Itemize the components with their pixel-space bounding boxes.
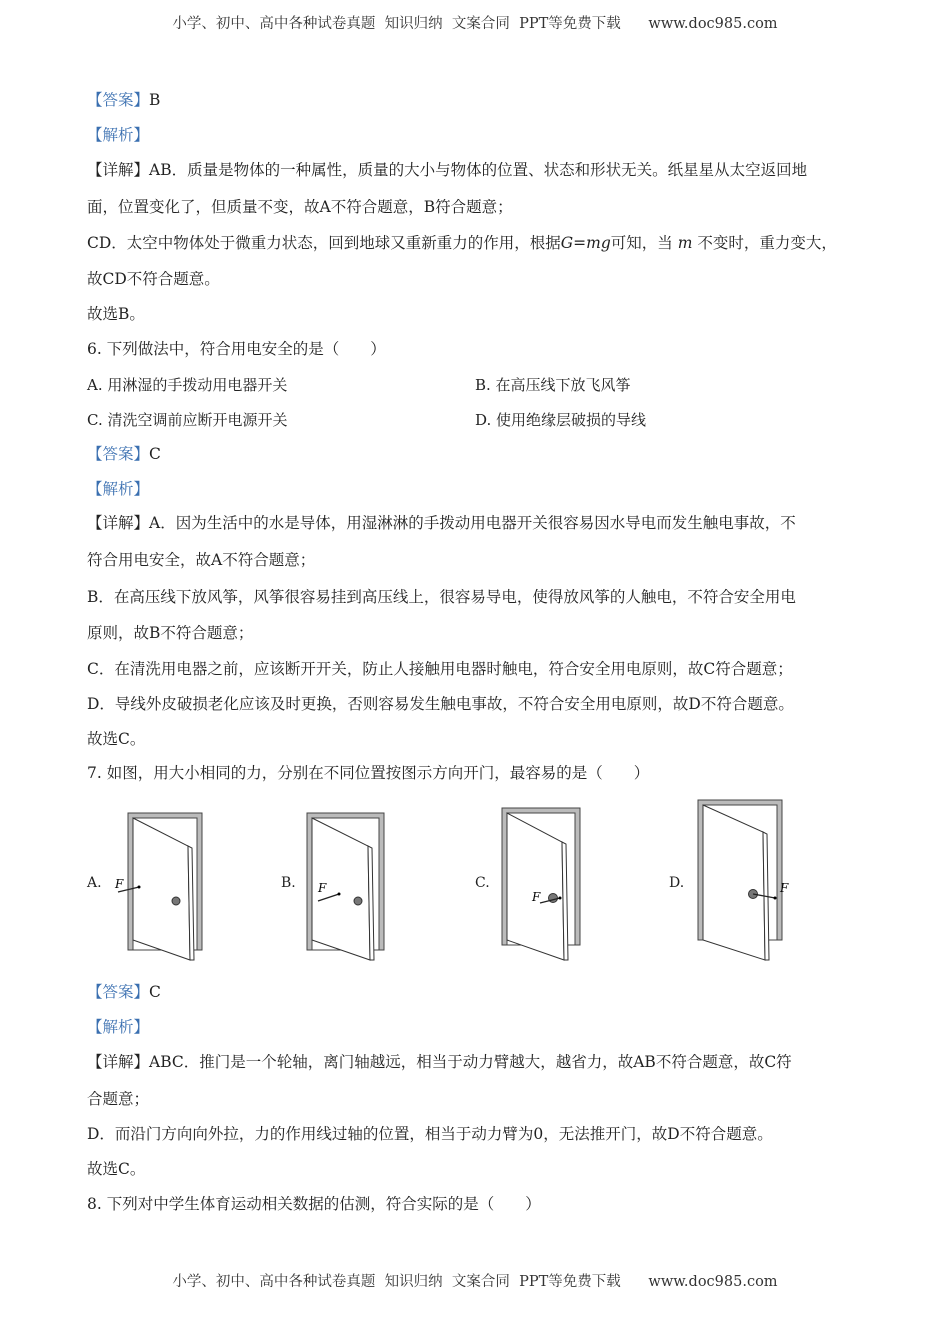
- q7-analysis-tag: 【解析】: [87, 1018, 150, 1036]
- force-label: F: [318, 881, 327, 895]
- q5-conclusion: 故选B。: [87, 305, 145, 323]
- q6-detail-3: B．在高压线下放风筝，风筝很容易挂到高压线上，很容易导电，使得放风筝的人触电，不符合安全用电: [87, 588, 796, 606]
- q6-stem: 6. 下列做法中，符合用电安全的是（ ）: [87, 340, 386, 358]
- q8-stem: 8. 下列对中学生体育运动相关数据的估测，符合实际的是（ ）: [87, 1195, 541, 1213]
- page-header: 小学、初中、高中各种试卷真题 知识归纳 文案合同 PPT等免费下载 www.doc985.com: [172, 16, 778, 32]
- q5-analysis-tag: 【解析】: [87, 126, 150, 144]
- door-label-a: A.: [87, 875, 102, 891]
- text: 不变时，重力变大，: [697, 234, 837, 252]
- q6-option-c: C. 清洗空调前应断开电源开关: [87, 411, 288, 429]
- q6-detail-1: 【详解】A．因为生活中的水是导体，用湿淋淋的手拨动用电器开关很容易因水导电而发生触电事故，不: [87, 514, 796, 532]
- answer-value: C: [149, 983, 161, 1001]
- answer-value: B: [149, 91, 161, 109]
- formula: G=mg: [560, 234, 611, 252]
- force-label: F: [532, 890, 541, 904]
- q7-stem: 7. 如图，用大小相同的力，分别在不同位置按图示方向开门，最容易的是（ ）: [87, 764, 650, 782]
- door-figure-c: [490, 798, 590, 968]
- answer-tag: 【答案】: [87, 445, 150, 463]
- q6-detail-6: D．导线外皮破损老化应该及时更换，否则容易发生触电事故，不符合安全用电原则，故D不符合题意。: [87, 695, 794, 713]
- door-figure-a: [110, 798, 210, 968]
- force-label: F: [115, 877, 124, 891]
- door-figure-d: [690, 798, 800, 968]
- page-footer: 小学、初中、高中各种试卷真题 知识归纳 文案合同 PPT等免费下载 www.doc985.com: [172, 1274, 778, 1290]
- q5-detail-cd2: 故CD不符合题意。: [87, 270, 220, 288]
- answer-tag: 【答案】: [87, 91, 150, 109]
- q6-detail-2: 符合用电安全，故A不符合题意；: [87, 551, 316, 569]
- q6-option-b: B. 在高压线下放飞风筝: [475, 376, 631, 394]
- force-label: F: [780, 881, 789, 895]
- door-label-d: D.: [669, 875, 685, 891]
- door-label-b: B.: [281, 875, 296, 891]
- text: CD．太空中物体处于微重力状态，回到地球又重新重力的作用，根据: [87, 234, 561, 252]
- answer-tag: 【答案】: [87, 983, 150, 1001]
- q6-answer: [87, 444, 161, 464]
- door-figure-b: [290, 798, 390, 968]
- q7-conclusion: 故选C。: [87, 1160, 146, 1178]
- q6-conclusion: 故选C。: [87, 730, 146, 748]
- q5-answer: [87, 90, 160, 110]
- answer-value: C: [149, 445, 161, 463]
- q6-option-d: D. 使用绝缘层破损的导线: [475, 411, 647, 429]
- q5-detail-cd: [87, 233, 837, 253]
- q5-detail-1: 【详解】AB．质量是物体的一种属性，质量的大小与物体的位置、状态和形状无关。纸星星从太空返回地: [87, 161, 808, 179]
- q5-detail-2: 面，位置变化了，但质量不变，故A不符合题意，B符合题意；: [87, 198, 513, 216]
- q7-answer: [87, 982, 161, 1002]
- door-label-c: C.: [475, 875, 490, 891]
- q6-detail-4: 原则，故B不符合题意；: [87, 624, 254, 642]
- q6-detail-5: C．在清洗用电器之前，应该断开开关，防止人接触用电器时触电，符合安全用电原则，故C符合题意；: [87, 660, 793, 678]
- variable-m: m: [677, 234, 693, 252]
- q6-analysis-tag: 【解析】: [87, 480, 150, 498]
- q6-option-a: A. 用淋湿的手拨动用电器开关: [87, 376, 288, 394]
- q7-detail-1: 【详解】ABC．推门是一个轮轴，离门轴越远，相当于动力臂越大，越省力，故AB不符合题意，故C符: [87, 1053, 792, 1071]
- text: 可知，当: [610, 234, 673, 252]
- q7-detail-2: 合题意；: [87, 1090, 150, 1108]
- q7-detail-3: D．而沿门方向向外拉，力的作用线过轴的位置，相当于动力臂为0，无法推开门，故D不符合题意。: [87, 1125, 773, 1143]
